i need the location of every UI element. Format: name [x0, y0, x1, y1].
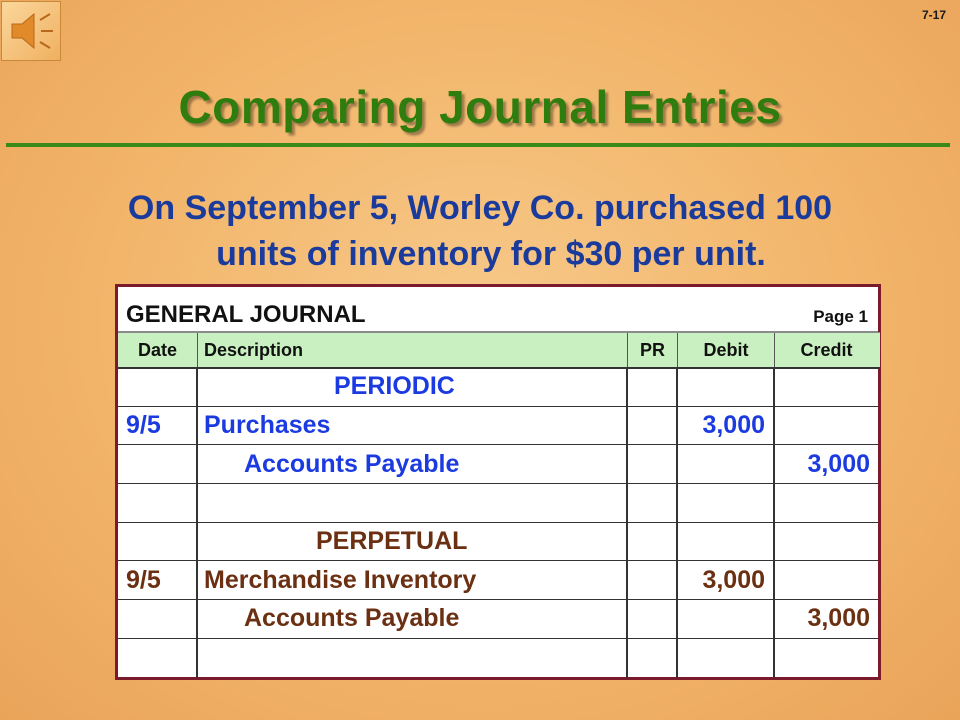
row-date: 9/5 [118, 561, 198, 599]
col-pr: PR [628, 333, 678, 367]
row-description: PERIODIC [198, 368, 628, 406]
row-pr [628, 639, 678, 678]
row-credit [775, 639, 878, 678]
journal-header [118, 287, 878, 332]
row-description: Purchases [198, 407, 628, 445]
row-debit [678, 523, 775, 561]
row-debit [678, 484, 775, 522]
row-description [198, 484, 628, 522]
row-date [118, 639, 198, 678]
row-pr [628, 445, 678, 483]
general-journal [115, 284, 881, 680]
table-row [118, 600, 878, 639]
row-debit: 3,000 [678, 561, 775, 599]
row-description [198, 639, 628, 678]
col-debit: Debit [678, 333, 775, 367]
col-credit: Credit [800, 339, 853, 360]
col-description: Description [198, 333, 628, 367]
table-row [118, 484, 878, 523]
row-pr [628, 484, 678, 522]
row-credit [775, 407, 878, 445]
col-date: Date [118, 333, 198, 367]
journal-rows [118, 368, 878, 678]
speaker-icon [2, 2, 60, 60]
row-description: Accounts Payable [198, 445, 628, 483]
row-pr [628, 407, 678, 445]
row-credit [775, 523, 878, 561]
row-credit: 3,000 [807, 604, 870, 633]
row-date [118, 600, 198, 638]
row-description: PERPETUAL [198, 523, 628, 561]
slide-number: 7-17 [921, 8, 946, 22]
row-pr [628, 523, 678, 561]
title-divider [6, 143, 950, 147]
table-row [118, 523, 878, 562]
row-debit [678, 639, 775, 678]
table-row [118, 368, 878, 407]
journal-page-number: Page 1 [813, 307, 868, 326]
row-debit [678, 600, 775, 638]
row-debit: 3,000 [678, 407, 775, 445]
problem-statement-line1: On September 5, Worley Co. purchased 100 [127, 189, 833, 227]
sound-button[interactable] [1, 1, 61, 61]
row-debit [678, 368, 775, 406]
table-row [118, 561, 878, 600]
row-date [118, 484, 198, 522]
row-pr [628, 561, 678, 599]
row-date [118, 523, 198, 561]
row-credit [775, 368, 878, 406]
row-description: Accounts Payable [198, 600, 628, 638]
row-pr [628, 600, 678, 638]
row-date: 9/5 [118, 407, 198, 445]
problem-statement-line2: units of inventory for $30 per unit. [216, 235, 766, 273]
row-credit [775, 484, 878, 522]
journal-column-headers [118, 332, 880, 369]
row-credit: 3,000 [807, 449, 870, 478]
row-debit [678, 445, 775, 483]
page-title: Comparing Journal Entries [178, 81, 782, 133]
table-row [118, 639, 878, 678]
row-credit [775, 561, 878, 599]
row-date [118, 445, 198, 483]
row-date [118, 368, 198, 406]
row-pr [628, 368, 678, 406]
row-description: Merchandise Inventory [198, 561, 628, 599]
journal-title: GENERAL JOURNAL [126, 301, 366, 328]
problem-statement [40, 185, 920, 277]
table-row [118, 445, 878, 484]
table-row [118, 407, 878, 446]
